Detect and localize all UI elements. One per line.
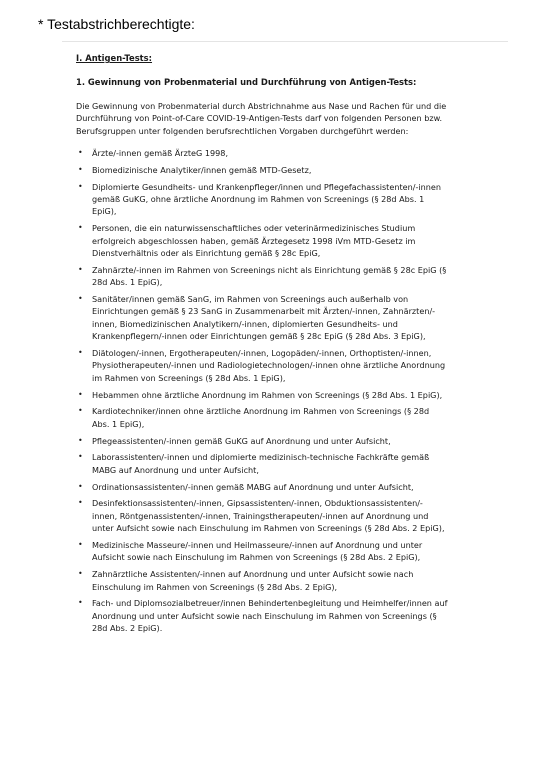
bullet-icon: • bbox=[78, 481, 83, 491]
list-item-text: Zahnärzte/-innen im Rahmen von Screenings nicht als Einrichtung gemäß § 28c EpiG (§ 28d Abs. 1 EpiG), bbox=[92, 264, 447, 288]
bullet-icon: • bbox=[78, 598, 83, 608]
bullet-icon: • bbox=[78, 498, 83, 508]
list-item bbox=[76, 481, 448, 493]
bullet-icon: • bbox=[78, 164, 83, 174]
list-item bbox=[76, 347, 448, 384]
intro-paragraph: Die Gewinnung von Probenmaterial durch Abstrichnahme aus Nase und Rachen für und die Durchführung von Point-of-Care COVID-19-Antigen-Tests darf von folgenden Personen bzw. Berufsgruppen unter folgenden berufsrechtlichen Vorgaben durchgeführt werden: bbox=[76, 100, 447, 136]
list-item-text: Personen, die ein naturwissenschaftliches oder veterinärmedizinisches Studium erfolgreich abgeschlossen haben, gemäß Ärztegesetz 1998 iVm MTD-Gesetz im Dienstverhältnis oder als Einrichtung gemäß § 28c EpiG, bbox=[92, 223, 416, 259]
bullet-icon: • bbox=[78, 181, 83, 191]
list-item bbox=[76, 497, 448, 534]
list-item-text: Diätologen/-innen, Ergotherapeuten/-innen, Logopäden/-innen, Orthoptisten/-innen, Physiotherapeuten/-innen und Radiologietechnologen/-innen ohne ärztliche Anordnung im Rahmen von Screenings (§ 28d Abs. 1 EpiG), bbox=[92, 348, 446, 383]
bullet-icon: • bbox=[78, 148, 83, 158]
list-item bbox=[76, 293, 448, 343]
bullet-icon: • bbox=[78, 389, 83, 399]
list-item-text: Laborassistenten/-innen und diplomierte medizinisch-technische Fachkräfte gemäß MABG auf Anordnung und unter Aufsicht, bbox=[92, 452, 430, 475]
list-item bbox=[76, 539, 448, 564]
list-item bbox=[76, 405, 448, 430]
list-item-text: Kardiotechniker/innen ohne ärztliche Anordnung im Rahmen von Screenings (§ 28d Abs. 1 EpiG), bbox=[92, 406, 430, 429]
list-item bbox=[76, 164, 448, 176]
list-item-text: Zahnärztliche Assistenten/-innen auf Anordnung und unter Aufsicht sowie nach Einschulung im Rahmen von Screenings (§ 28d Abs. 2 EpiG), bbox=[92, 569, 414, 592]
list-item-text: Desinfektionsassistenten/-innen, Gipsassistenten/-innen, Obduktionsassistenten/-innen, Röntgenassistenten/-innen, Trainingstherapeuten/-innen auf Anordnung und unter Aufsicht sowie nach Einschulung im Rahmen von Screenings (§ 28d Abs. 2 EpiG), bbox=[92, 498, 445, 534]
bullet-icon: • bbox=[78, 406, 83, 416]
list-item bbox=[76, 147, 448, 159]
list-item-text: Ärzte/-innen gemäß ÄrzteG 1998, bbox=[92, 148, 229, 159]
bullet-icon: • bbox=[78, 223, 83, 233]
bullet-icon: • bbox=[78, 348, 83, 358]
header-divider bbox=[62, 41, 508, 42]
page-header: * Testabstrichberechtigte: bbox=[38, 16, 195, 32]
document-body bbox=[76, 52, 448, 639]
list-item bbox=[76, 264, 448, 289]
bullet-icon: • bbox=[78, 435, 83, 445]
bullet-icon: • bbox=[78, 264, 83, 274]
bullet-icon: • bbox=[78, 540, 83, 550]
list-item bbox=[76, 568, 448, 593]
authorized-persons-list bbox=[76, 147, 448, 635]
list-item bbox=[76, 597, 448, 634]
list-item bbox=[76, 222, 448, 259]
list-item-text: Ordinationsassistenten/-innen gemäß MABG auf Anordnung und unter Aufsicht, bbox=[92, 481, 414, 492]
list-item-text: Fach- und Diplomsozialbetreuer/innen Behindertenbegleitung und Heimhelfer/innen auf Anordnung und unter Aufsicht sowie nach Einschulung im Rahmen von Screenings (§ 28d Abs. 2 EpiG). bbox=[92, 598, 448, 634]
bullet-icon: • bbox=[78, 569, 83, 579]
list-item bbox=[76, 451, 448, 476]
list-item bbox=[76, 389, 448, 401]
bullet-icon: • bbox=[78, 452, 83, 462]
section-heading: I. Antigen-Tests: bbox=[76, 53, 153, 63]
list-item-text: Diplomierte Gesundheits- und Krankenpfleger/innen und Pflegefachassistenten/-innen gemäß GuKG, ohne ärztliche Anordnung im Rahmen von Screenings (§ 28d Abs. 1 EpiG), bbox=[92, 181, 441, 217]
subsection-heading: 1. Gewinnung von Probenmaterial und Durchführung von Antigen-Tests: bbox=[76, 77, 417, 88]
list-item bbox=[76, 435, 448, 447]
list-item-text: Hebammen ohne ärztliche Anordnung im Rahmen von Screenings (§ 28d Abs. 1 EpiG), bbox=[92, 389, 443, 400]
bullet-icon: • bbox=[78, 294, 83, 304]
list-item-text: Medizinische Masseure/-innen und Heilmasseure/-innen auf Anordnung und unter Aufsicht sowie nach Einschulung im Rahmen von Screenings (§ 28d Abs. 2 EpiG), bbox=[92, 540, 423, 563]
list-item-text: Pflegeassistenten/-innen gemäß GuKG auf Anordnung und unter Aufsicht, bbox=[92, 435, 391, 446]
list-item-text: Biomedizinische Analytiker/innen gemäß MTD-Gesetz, bbox=[92, 164, 312, 175]
list-item-text: Sanitäter/innen gemäß SanG, im Rahmen von Screenings auch außerhalb von Einrichtungen gemäß § 23 SanG in Zusammenarbeit mit Ärzten/-innen, Zahnärzten/-innen, Biomedizinischen Analytikern/-innen, diplomierten Gesundheits- und Krankenpflegern/-innen oder Einrichtungen gemäß § 28c EpiG (§ 28d Abs. 3 EpiG), bbox=[92, 294, 436, 342]
list-item bbox=[76, 181, 448, 218]
